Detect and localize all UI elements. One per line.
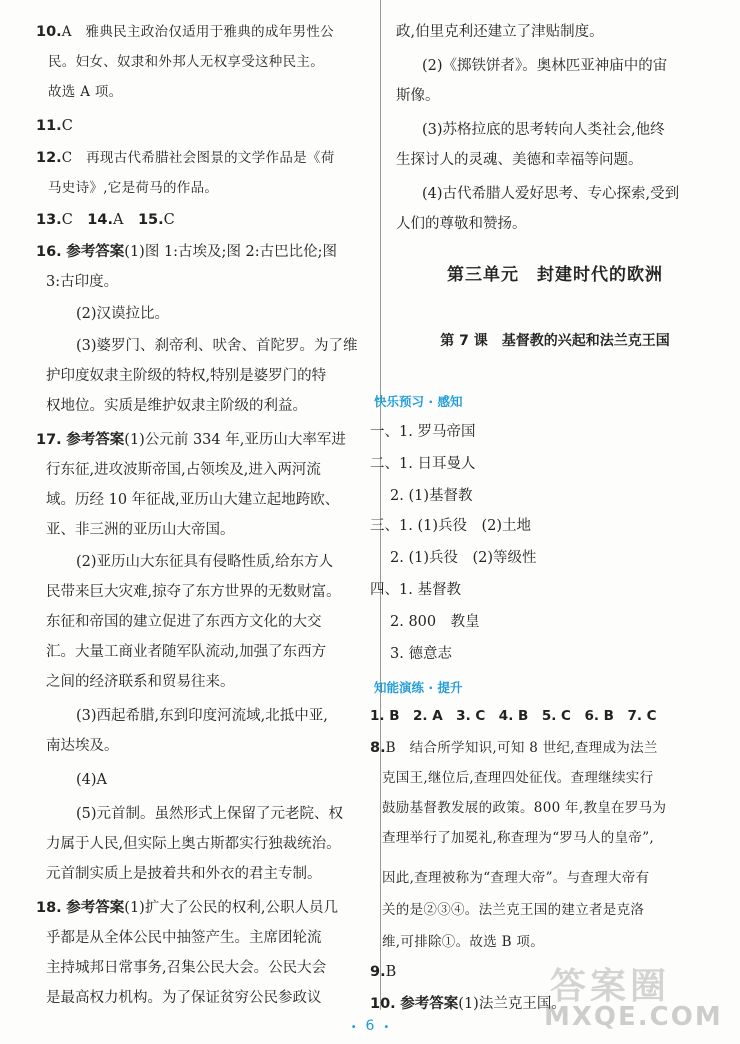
- unit-title: 第三单元 封建时代的欧洲: [447, 265, 663, 285]
- q18-line-4: 是最高权力机构。为了保证贫穷公民参政议: [46, 990, 322, 1006]
- lesson-title: 第 7 课 基督教的兴起和法兰克王国: [440, 333, 670, 349]
- q17-line-2: 行东征,进攻波斯帝国,占领埃及,进入两河流: [46, 462, 321, 478]
- q17-line-7: 东征和帝国的建立促进了东西方文化的大交: [46, 614, 322, 630]
- page-number-footer: • 6 •: [350, 1018, 390, 1034]
- q17-line-6: 民带来巨大灾难,掠夺了东方世界的无数财富。: [46, 584, 341, 600]
- q17-line-4: 亚、非三洲的亚历山大帝国。: [46, 522, 235, 538]
- q17-line-8: 汇。大量工商业者随军队流动,加强了东西方: [46, 644, 327, 660]
- q16-line-6: 权地位。实质是维护奴隶主阶级的利益。: [46, 398, 307, 414]
- r-cont-6: (4)古代希腊人爱好思考、专心探索,受到: [422, 186, 680, 202]
- pre-3: 2. (1)基督教: [390, 488, 473, 504]
- mc-answers: 1. B 2. A 3. C 4. B 5. C 6. B 7. C: [370, 708, 657, 724]
- watermark-logo: [536, 958, 726, 1032]
- q17-line-1: 17. 参考答案(1)公元前 334 年,亚历山大率军进: [36, 432, 346, 448]
- q17-line-15: 元首制实质上是披着共和外衣的君主专制。: [46, 866, 322, 882]
- q16-line-1: 16. 参考答案(1)图 1:古埃及;图 2:古巴比伦;图: [36, 244, 338, 260]
- q10r: 10. 参考答案(1)法兰克王国。: [370, 996, 566, 1012]
- q13-15: 13.C 14.A 15.C: [36, 212, 175, 228]
- q16-line-5: 护印度奴隶主阶级的特权,特别是婆罗门的特: [46, 368, 327, 384]
- q17-line-11: 南达埃及。: [46, 738, 119, 754]
- pre-4: 三、1. (1)兵役 (2)土地: [370, 518, 532, 534]
- q10-line-2: 民。妇女、奴隶和外邦人无权享受这种民主。: [48, 54, 324, 70]
- q16-line-2: 3:古印度。: [46, 274, 119, 290]
- q18-line-3: 主持城邦日常事务,召集公民大会。公民大会: [46, 960, 327, 976]
- pre-2: 二、1. 日耳曼人: [370, 456, 476, 472]
- r-cont-4: (3)苏格拉底的思考转向人类社会,他终: [422, 122, 665, 138]
- pre-1: 一、1. 罗马帝国: [370, 424, 476, 440]
- watermark-bottom-text: MXQE.COM: [544, 1002, 723, 1032]
- q12-line-2: 马史诗》,它是荷马的作品。: [48, 180, 219, 196]
- q16-line-3: (2)汉谟拉比。: [76, 306, 170, 322]
- q18-line-1: 18. 参考答案(1)扩大了公民的权利,公职人员几: [36, 900, 338, 916]
- section-preview-label: 快乐预习 · 感知: [374, 394, 463, 409]
- q9: 9.B: [370, 964, 397, 980]
- q8-line-6: 关的是②③④。法兰克王国的建立者是克洛: [382, 902, 645, 918]
- pre-6: 四、1. 基督教: [370, 582, 461, 598]
- q8-line-1: 8.B 结合所学知识,可知 8 世纪,查理成为法兰: [370, 740, 658, 756]
- q18-line-2: 乎都是从全体公民中抽签产生。主席团轮流: [46, 930, 322, 946]
- q8-line-3: 鼓励基督教发展的政策。800 年,教皇在罗马为: [382, 800, 667, 816]
- q17-line-14: 力属于人民,但实际上奥古斯都实行独裁统治。: [46, 836, 341, 852]
- q10-line-1: 10.A 雅典民主政治仅适用于雅典的成年男性公: [36, 24, 334, 40]
- q16-line-4: (3)婆罗门、刹帝利、吠舍、首陀罗。为了维: [76, 338, 358, 354]
- q17-line-9: 之间的经济联系和贸易往来。: [46, 674, 235, 690]
- section-practice-label: 知能演练 · 提升: [374, 680, 463, 695]
- q10-line-3: 故选 A 项。: [48, 84, 123, 100]
- column-divider: [380, 0, 381, 1010]
- watermark-top-text: 答案圈: [550, 966, 671, 1007]
- r-cont-7: 人们的尊敬和赞扬。: [396, 216, 527, 232]
- q8-line-2: 克国王,继位后,查理四处征伐。查理继续实行: [382, 770, 654, 786]
- q17-line-13: (5)元首制。虽然形式上保留了元老院、权: [76, 806, 344, 822]
- page-number: 6: [365, 1018, 375, 1034]
- pre-5: 2. (1)兵役 (2)等级性: [390, 550, 537, 566]
- q17-line-5: (2)亚历山大东征具有侵略性质,给东方人: [76, 554, 334, 570]
- pre-8: 3. 德意志: [390, 646, 452, 662]
- r-cont-3: 斯像。: [396, 88, 440, 104]
- q12-line-1: 12.C 再现古代希腊社会图景的文学作品是《荷: [36, 150, 335, 166]
- q8-line-7: 维,可排除①。故选 B 项。: [382, 934, 544, 950]
- q17-line-3: 域。历经 10 年征战,亚历山大建立起地跨欧、: [46, 492, 340, 508]
- q11: 11.C: [36, 118, 73, 134]
- pre-7: 2. 800 教皇: [390, 614, 480, 630]
- q8-line-5: 因此,查理被称为“查理大帝”。与查理大帝有: [382, 870, 650, 886]
- r-cont-1: 政,伯里克利还建立了津贴制度。: [396, 24, 604, 40]
- r-cont-5: 生探讨人的灵魂、美德和幸福等问题。: [396, 152, 643, 168]
- q17-line-12: (4)A: [76, 772, 108, 788]
- r-cont-2: (2)《掷铁饼者》。奥林匹亚神庙中的宙: [422, 58, 668, 74]
- q17-line-10: (3)西起希腊,东到印度河流域,北抵中亚,: [76, 708, 328, 724]
- q8-line-4: 查理举行了加冕礼,称查理为“罗马人的皇帝”,: [382, 830, 654, 846]
